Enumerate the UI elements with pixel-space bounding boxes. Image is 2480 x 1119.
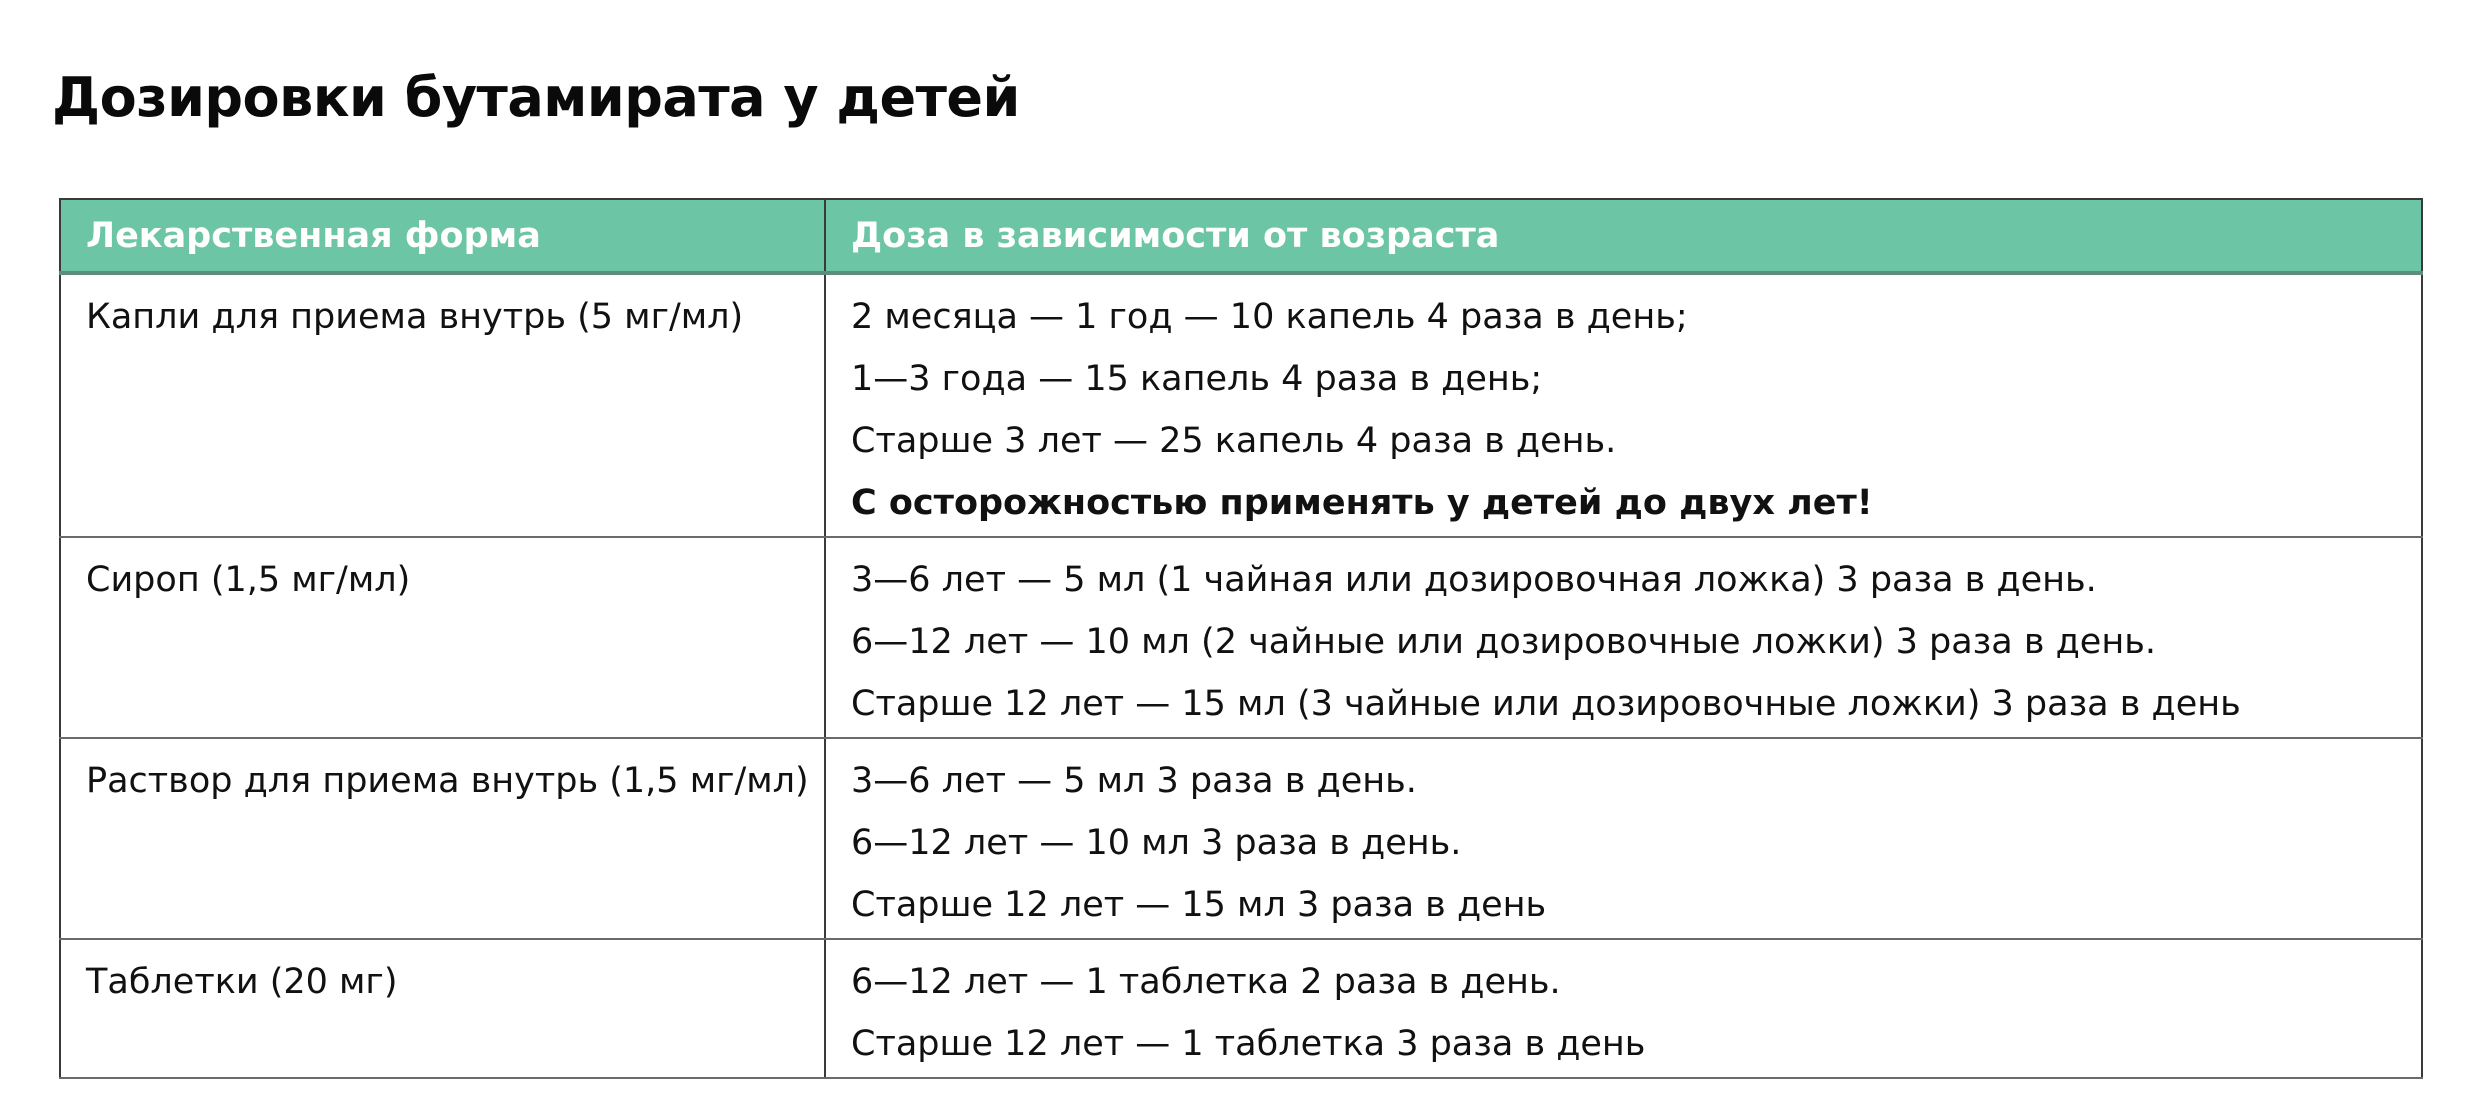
form-cell [60, 537, 825, 738]
form-label: Раствор для приема внутрь (1,5 мг/мл) [86, 761, 809, 801]
dose-cell [825, 537, 2422, 738]
form-label: Таблетки (20 мг) [86, 962, 398, 1002]
dose-line: 2 месяца — 1 год — 10 капель 4 раза в день; [851, 297, 1688, 337]
dose-line: 6—12 лет — 10 мл 3 раза в день. [851, 823, 1462, 863]
dose-line: 6—12 лет — 10 мл (2 чайные или дозировочные ложки) 3 раза в день. [851, 622, 2156, 662]
form-cell [60, 939, 825, 1078]
dose-cell [825, 939, 2422, 1078]
dose-line: 3—6 лет — 5 мл 3 раза в день. [851, 761, 1417, 801]
dose-cell [825, 738, 2422, 939]
form-cell [60, 738, 825, 939]
table-row-tablets [60, 939, 2422, 1078]
dose-cell [825, 273, 2422, 537]
table-row-solution [60, 738, 2422, 939]
form-cell [60, 273, 825, 537]
dose-line: Старше 12 лет — 1 таблетка 3 раза в день [851, 1024, 1646, 1064]
warning-note: С осторожностью применять у детей до двух лет! [851, 483, 1873, 523]
form-label: Капли для приема внутрь (5 мг/мл) [86, 297, 744, 337]
table-row-drops [60, 273, 2422, 537]
table-header-row [60, 199, 2422, 273]
dose-line: Старше 12 лет — 15 мл (3 чайные или дозировочные ложки) 3 раза в день [851, 684, 2241, 724]
dose-line: Старше 12 лет — 15 мл 3 раза в день [851, 885, 1547, 925]
dosage-table [59, 198, 2423, 1079]
dose-line: Старше 3 лет — 25 капель 4 раза в день. [851, 421, 1617, 461]
form-label: Сироп (1,5 мг/мл) [86, 560, 411, 600]
dose-line: 3—6 лет — 5 мл (1 чайная или дозировочная ложка) 3 раза в день. [851, 560, 2097, 600]
column-header-form: Лекарственная форма [60, 199, 825, 273]
column-header-dose: Доза в зависимости от возраста [825, 199, 2422, 273]
dose-line: 1—3 года — 15 капель 4 раза в день; [851, 359, 1543, 399]
table-row-syrup [60, 537, 2422, 738]
dose-line: 6—12 лет — 1 таблетка 2 раза в день. [851, 962, 1561, 1002]
page-title: Дозировки бутамирата у детей [52, 66, 1020, 129]
